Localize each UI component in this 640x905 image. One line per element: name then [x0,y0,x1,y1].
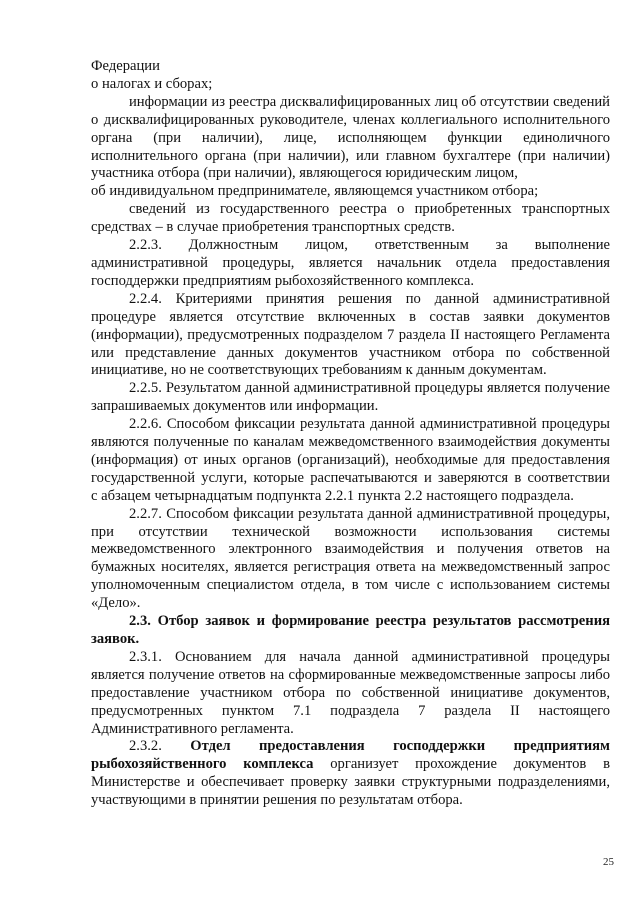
paragraph-2-2-7: 2.2.7. Способом фиксации результата данной административной процедуры, при отсутствии технической возможности использования системы межведомственного электронного взаимодействия и получения ответов на бумажных носителях, является регистрация ответа на межведомственный запрос уполномоченным специалистом отдела, в том числе с использованием системы «Дело». [91,505,610,612]
paragraph-2-2-4: 2.2.4. Критериями принятия решения по данной административной процедуре является отсутствие включенных в состав заявки документов (информации), предусмотренных подразделом 7 раздела II настоящего Регламента или представление данных документов участником отбора по собственной инициативе, но не соответствующих требованиям к данным документам. [91,290,610,379]
paragraph-2-2-6-continued: с абзацем четырнадцатым подпункта 2.2.1 пункта 2.2 настоящего подраздела. [91,487,574,504]
paragraph-2-2-5: 2.2.5. Результатом данной административной процедуры является получение запрашиваемых документов или информации. [91,380,610,415]
paragraph-2-3-2 [91,738,610,810]
paragraph-2-2-6: 2.2.6. Способом фиксации результата данной административной процедуры являются полученные по каналам межведомственного взаимодействия документы (информация) от иных органов (организаций), необходимые для предоставления государственной услуги, которые распечатываются и заверяются в соответствии [91,416,610,486]
paragraph-vehicle-registry: сведений из государственного реестра о приобретенных транспортных средствах – в случае приобретения транспортных средств. [91,201,610,236]
paragraph-2-3-2-bold: Отдел предоставления господдержки предприятиям рыбохозяйственного комплекса [91,738,610,773]
paragraph-continuation-1: Федерации [91,58,160,74]
page-number: 25 [603,856,614,868]
section-heading-2-3: 2.3. Отбор заявок и формирование реестра результатов рассмотрения заявок. [91,613,610,647]
paragraph-2-3-2-rest: организует прохождение документов в Министерстве и обеспечивает проверку заявки структурными подразделениями, участвующими в принятии решения по результатам отбора. [91,756,610,809]
paragraph-2-3-2-number: 2.3.2. [129,738,162,755]
document-page [91,58,610,810]
paragraph-individual-entrepreneur: об индивидуальном предпринимателе, являющемся участником отбора; [91,183,539,200]
paragraph-2-3-1: 2.3.1. Основанием для начала данной административной процедуры является получение ответов на сформированные межведомственные запросы либо предоставление участником отбора по собственной инициативе документов, предусмотренных пунктом 7.1 подраздела 7 раздела II настоящего Административного регламента. [91,648,610,737]
paragraph-disqualified-registry: информации из реестра дисквалифицированных лиц об отсутствии сведений о дисквалифицированных руководителе, членах коллегиального исполнительного органа (при наличии), лице, исполняющем функции единоличного исполнительного органа (при наличии), или главном бухгалтере (при наличии) участника отбора (при наличии), являющегося юридическим лицом, [91,93,610,182]
paragraph-2-2-3: 2.2.3. Должностным лицом, ответственным за выполнение административной процедуры, является начальник отдела предоставления господдержки предприятиям рыбохозяйственного комплекса. [91,237,610,289]
paragraph-continuation-2: о налогах и сборах; [91,75,213,92]
